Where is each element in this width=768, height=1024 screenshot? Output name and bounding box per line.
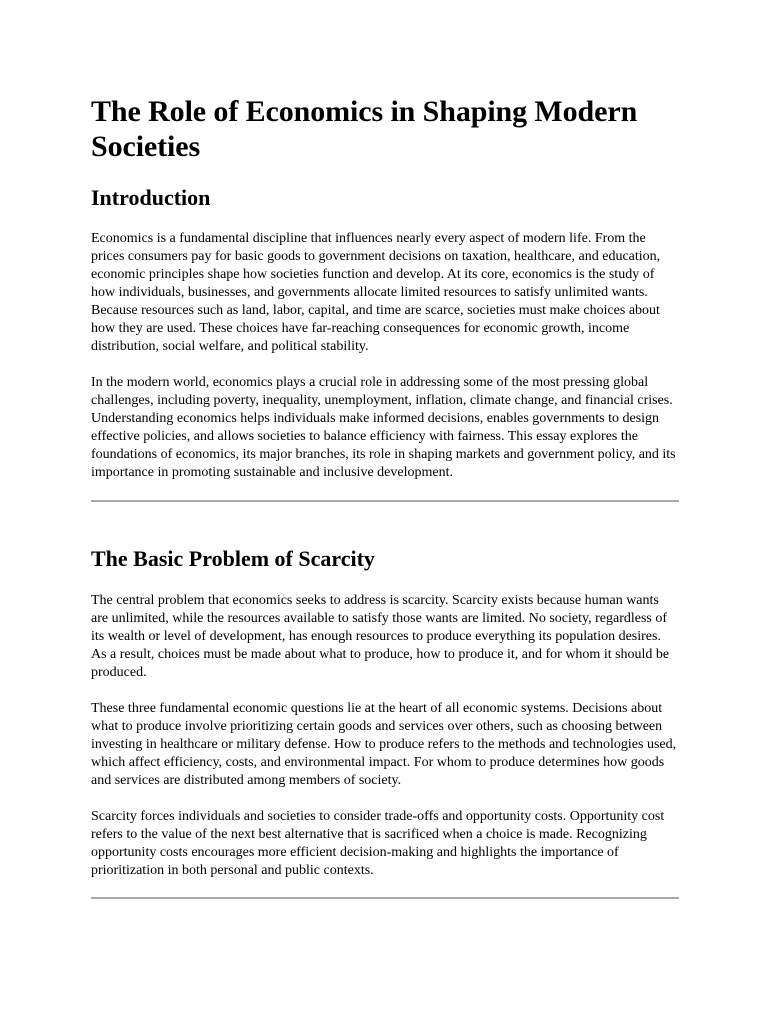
paragraph: In the modern world, economics plays a crucial role in addressing some of the most pressing global challenges, including poverty, inequality, unemployment, inflation, climate change, and financial crises. Understanding economics helps individuals make informed decisions, enables governments to design effective policies, and allows societies to balance efficiency with fairness. This essay explores the foundations of economics, its major branches, its role in shaping markets and government policy, and its importance in promoting sustainable and inclusive development.: [91, 375, 676, 480]
paragraph: Economics is a fundamental discipline that influences nearly every aspect of modern life. From the prices consumers pay for basic goods to government decisions on taxation, healthcare, and education, economic principles shape how societies function and develop. At its core, economics is the study of how individuals, businesses, and governments allocate limited resources to satisfy unlimited wants. Because resources such as land, labor, capital, and time are scarce, societies must make choices about how they are used. These choices have far-reaching consequences for economic growth, income distribution, social welfare, and political stability.: [91, 231, 661, 354]
paragraph: The central problem that economics seeks to address is scarcity. Scarcity exists because human wants are unlimited, while the resources available to satisfy those wants are limited. No society, regardless of its wealth or level of development, has enough resources to produce everything its population desires. As a result, choices must be made about what to produce, how to produce it, and for whom it should be produced.: [91, 593, 670, 680]
document-page: [91, 94, 679, 899]
section-divider: [91, 500, 679, 502]
section-divider: [91, 897, 679, 899]
paragraph: Scarcity forces individuals and societies to consider trade-offs and opportunity costs. Opportunity cost refers to the value of the next best alternative that is sacrificed when a choice is made. Recognizing opportunity costs encourages more efficient decision-making and highlights the importance of prioritization in both personal and public contexts.: [91, 809, 665, 878]
section-heading-scarcity: The Basic Problem of Scarcity: [91, 546, 375, 571]
section-heading-introduction: Introduction: [91, 185, 211, 210]
paragraph: These three fundamental economic questions lie at the heart of all economic systems. Decisions about what to produce involve prioritizing certain goods and services over others, such as choosing between investing in healthcare or military defense. How to produce refers to the methods and technologies used, which affect efficiency, costs, and environmental impact. For whom to produce determines how goods and services are distributed among members of society.: [91, 701, 677, 788]
document-title: The Role of Economics in Shaping Modern Societies: [91, 95, 638, 163]
